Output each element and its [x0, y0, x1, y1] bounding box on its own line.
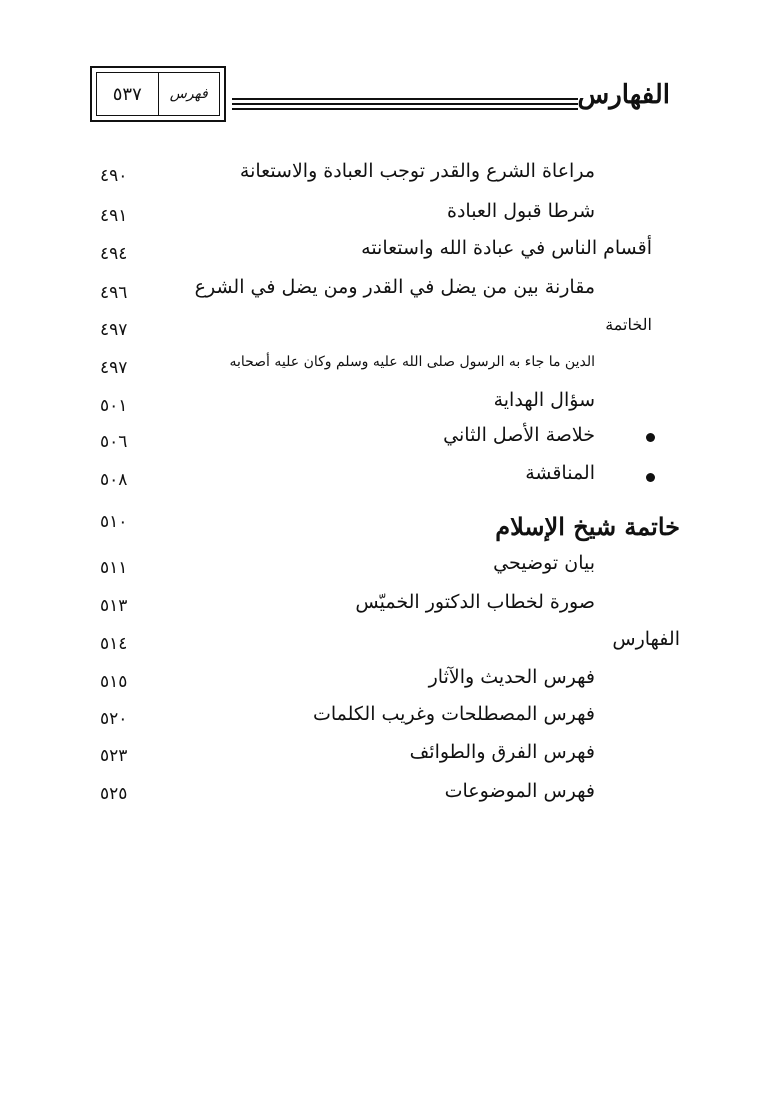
toc-entry-title: مراعاة الشرع والقدر توجب العبادة والاستعانة — [239, 160, 595, 182]
book-icon-frame — [90, 66, 226, 122]
toc-page-number: ٥١١ — [100, 558, 128, 578]
header-divider — [232, 98, 578, 113]
toc-entry-title: بيان توضيحي — [493, 552, 595, 574]
toc-entry-title: صورة لخطاب الدكتور الخميّس — [355, 591, 595, 613]
toc-entry-title: فهرس الفرق والطوائف — [409, 741, 595, 763]
toc-section-title: الخاتمة — [605, 315, 652, 334]
page-title: الفهارس — [577, 80, 670, 110]
toc-page-number: ٤٩٤ — [100, 244, 128, 264]
toc-page-number: ٥١٤ — [100, 634, 128, 654]
toc-entry-title: خلاصة الأصل الثاني — [443, 424, 595, 446]
header-page-number: ٥٣٧ — [97, 73, 159, 115]
toc-entry-title: شرطا قبول العبادة — [446, 200, 595, 222]
bullet-icon — [646, 433, 655, 442]
toc-page-number: ٥٠١ — [100, 396, 128, 416]
toc-page-number: ٥٠٦ — [100, 432, 128, 452]
toc-section-title: الفهارس — [612, 628, 680, 650]
toc-page-number: ٥١٠ — [100, 512, 128, 532]
toc-entry-title: مقارنة بين من يضل في القدر ومن يضل في الشرع — [194, 276, 595, 298]
toc-entry-title: فهرس الحديث والآثار — [428, 666, 595, 688]
toc-entry-title: سؤال الهداية — [493, 389, 595, 411]
toc-entry-title: أقسام الناس في عبادة الله واستعانته — [361, 237, 652, 259]
toc-page-number: ٤٩٠ — [100, 166, 128, 186]
toc-page-number: ٥٢٠ — [100, 709, 128, 729]
toc-page-number: ٥٢٥ — [100, 784, 128, 804]
toc-section-title: خاتمة شيخ الإسلام — [495, 512, 680, 541]
book-icon — [96, 72, 220, 116]
toc-page-number: ٤٩٧ — [100, 358, 128, 378]
toc-page-number: ٥٢٣ — [100, 746, 128, 766]
toc-entry-title: فهرس الموضوعات — [444, 780, 595, 802]
header-book-label: فهرس — [169, 86, 208, 102]
toc-page-number: ٤٩١ — [100, 206, 128, 226]
toc-entry-title: الدين ما جاء به الرسول صلى الله عليه وسلم وكان عليه أصحابه — [229, 354, 595, 370]
toc-entry-title: المناقشة — [525, 462, 595, 484]
toc-page-number: ٥١٣ — [100, 596, 128, 616]
toc-page-number: ٥٠٨ — [100, 470, 128, 490]
toc-page-number: ٥١٥ — [100, 672, 128, 692]
toc-page-number: ٤٩٦ — [100, 283, 128, 303]
toc-page-number: ٤٩٧ — [100, 320, 128, 340]
toc-entry-title: فهرس المصطلحات وغريب الكلمات — [312, 703, 595, 725]
bullet-icon — [646, 473, 655, 482]
